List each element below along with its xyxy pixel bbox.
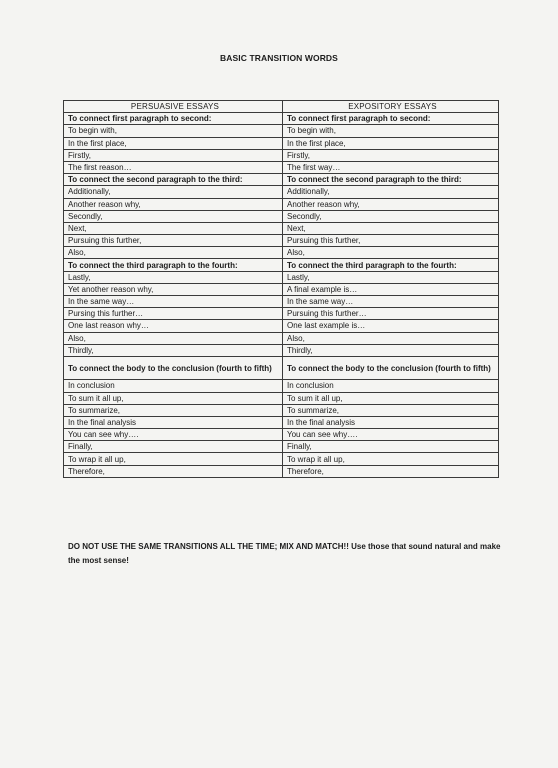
table-row (64, 222, 499, 234)
persuasive-cell: In the same way… (64, 296, 283, 308)
column-header-persuasive: PERSUASIVE ESSAYS (64, 101, 283, 113)
table-row (64, 404, 499, 416)
persuasive-cell: Also, (64, 332, 283, 344)
table-row (64, 271, 499, 283)
expository-cell: Therefore, (283, 465, 499, 477)
page-title: BASIC TRANSITION WORDS (220, 53, 338, 63)
expository-cell: To summarize, (283, 404, 499, 416)
expository-cell: To connect the body to the conclusion (fourth to fifth) (283, 356, 499, 379)
persuasive-cell: One last reason why… (64, 320, 283, 332)
expository-cell: To connect first paragraph to second: (283, 113, 499, 125)
persuasive-cell: Yet another reason why, (64, 283, 283, 295)
table-row (64, 149, 499, 161)
persuasive-cell: To connect the third paragraph to the fourth: (64, 259, 283, 271)
persuasive-cell: Therefore, (64, 465, 283, 477)
expository-cell: Finally, (283, 441, 499, 453)
persuasive-cell: Finally, (64, 441, 283, 453)
persuasive-cell: Pursing this further… (64, 308, 283, 320)
expository-cell: To sum it all up, (283, 392, 499, 404)
expository-cell: To connect the third paragraph to the fourth: (283, 259, 499, 271)
table-body (64, 113, 499, 478)
expository-cell: The first way… (283, 161, 499, 173)
expository-cell: To wrap it all up, (283, 453, 499, 465)
expository-cell: Another reason why, (283, 198, 499, 210)
persuasive-cell: Secondly, (64, 210, 283, 222)
persuasive-cell: Another reason why, (64, 198, 283, 210)
persuasive-cell: Also, (64, 247, 283, 259)
expository-cell: Also, (283, 332, 499, 344)
table-row (64, 308, 499, 320)
persuasive-cell: To connect first paragraph to second: (64, 113, 283, 125)
column-header-expository: EXPOSITORY ESSAYS (283, 101, 499, 113)
expository-cell: In the first place, (283, 137, 499, 149)
persuasive-cell: In the first place, (64, 137, 283, 149)
persuasive-cell: The first reason… (64, 161, 283, 173)
expository-cell: In conclusion (283, 380, 499, 392)
table-row (64, 320, 499, 332)
expository-cell: To begin with, (283, 125, 499, 137)
table-row (64, 296, 499, 308)
expository-cell: You can see why…. (283, 429, 499, 441)
table-row (64, 283, 499, 295)
table-row (64, 465, 499, 477)
expository-cell: Secondly, (283, 210, 499, 222)
table-row (64, 125, 499, 137)
section-heading-row (64, 174, 499, 186)
table-row (64, 198, 499, 210)
table-row (64, 235, 499, 247)
table-row (64, 453, 499, 465)
expository-cell: In the same way… (283, 296, 499, 308)
expository-cell: Pursuing this further, (283, 235, 499, 247)
expository-cell: Additionally, (283, 186, 499, 198)
table-row (64, 332, 499, 344)
table-row (64, 380, 499, 392)
persuasive-cell: You can see why…. (64, 429, 283, 441)
expository-cell: Pursuing this further… (283, 308, 499, 320)
persuasive-cell: To connect the second paragraph to the third: (64, 174, 283, 186)
expository-cell: Next, (283, 222, 499, 234)
table-row (64, 416, 499, 428)
persuasive-cell: Additionally, (64, 186, 283, 198)
persuasive-cell: In the final analysis (64, 416, 283, 428)
expository-cell: Lastly, (283, 271, 499, 283)
persuasive-cell: To begin with, (64, 125, 283, 137)
expository-cell: Firstly, (283, 149, 499, 161)
table-row (64, 441, 499, 453)
persuasive-cell: Pursuing this further, (64, 235, 283, 247)
section-heading-row (64, 113, 499, 125)
expository-cell: A final example is… (283, 283, 499, 295)
persuasive-cell: Lastly, (64, 271, 283, 283)
table-row (64, 247, 499, 259)
expository-cell: In the final analysis (283, 416, 499, 428)
persuasive-cell: Firstly, (64, 149, 283, 161)
persuasive-cell: To summarize, (64, 404, 283, 416)
persuasive-cell: Next, (64, 222, 283, 234)
persuasive-cell: To sum it all up, (64, 392, 283, 404)
persuasive-cell: To connect the body to the conclusion (fourth to fifth) (64, 356, 283, 379)
expository-cell: Also, (283, 247, 499, 259)
section-heading-row (64, 259, 499, 271)
table-row (64, 161, 499, 173)
persuasive-cell: Thirdly, (64, 344, 283, 356)
table-header-row (64, 101, 499, 113)
table-row (64, 137, 499, 149)
table-row (64, 210, 499, 222)
section-heading-row (64, 356, 499, 379)
expository-cell: One last example is… (283, 320, 499, 332)
persuasive-cell: In conclusion (64, 380, 283, 392)
expository-cell: To connect the second paragraph to the third: (283, 174, 499, 186)
table-row (64, 344, 499, 356)
transition-words-table (63, 100, 499, 478)
table-row (64, 186, 499, 198)
table-row (64, 429, 499, 441)
persuasive-cell: To wrap it all up, (64, 453, 283, 465)
expository-cell: Thirdly, (283, 344, 499, 356)
table-row (64, 392, 499, 404)
usage-note: DO NOT USE THE SAME TRANSITIONS ALL THE TIME; MIX AND MATCH!! Use those that sound natural and make the most sense! (68, 542, 501, 565)
